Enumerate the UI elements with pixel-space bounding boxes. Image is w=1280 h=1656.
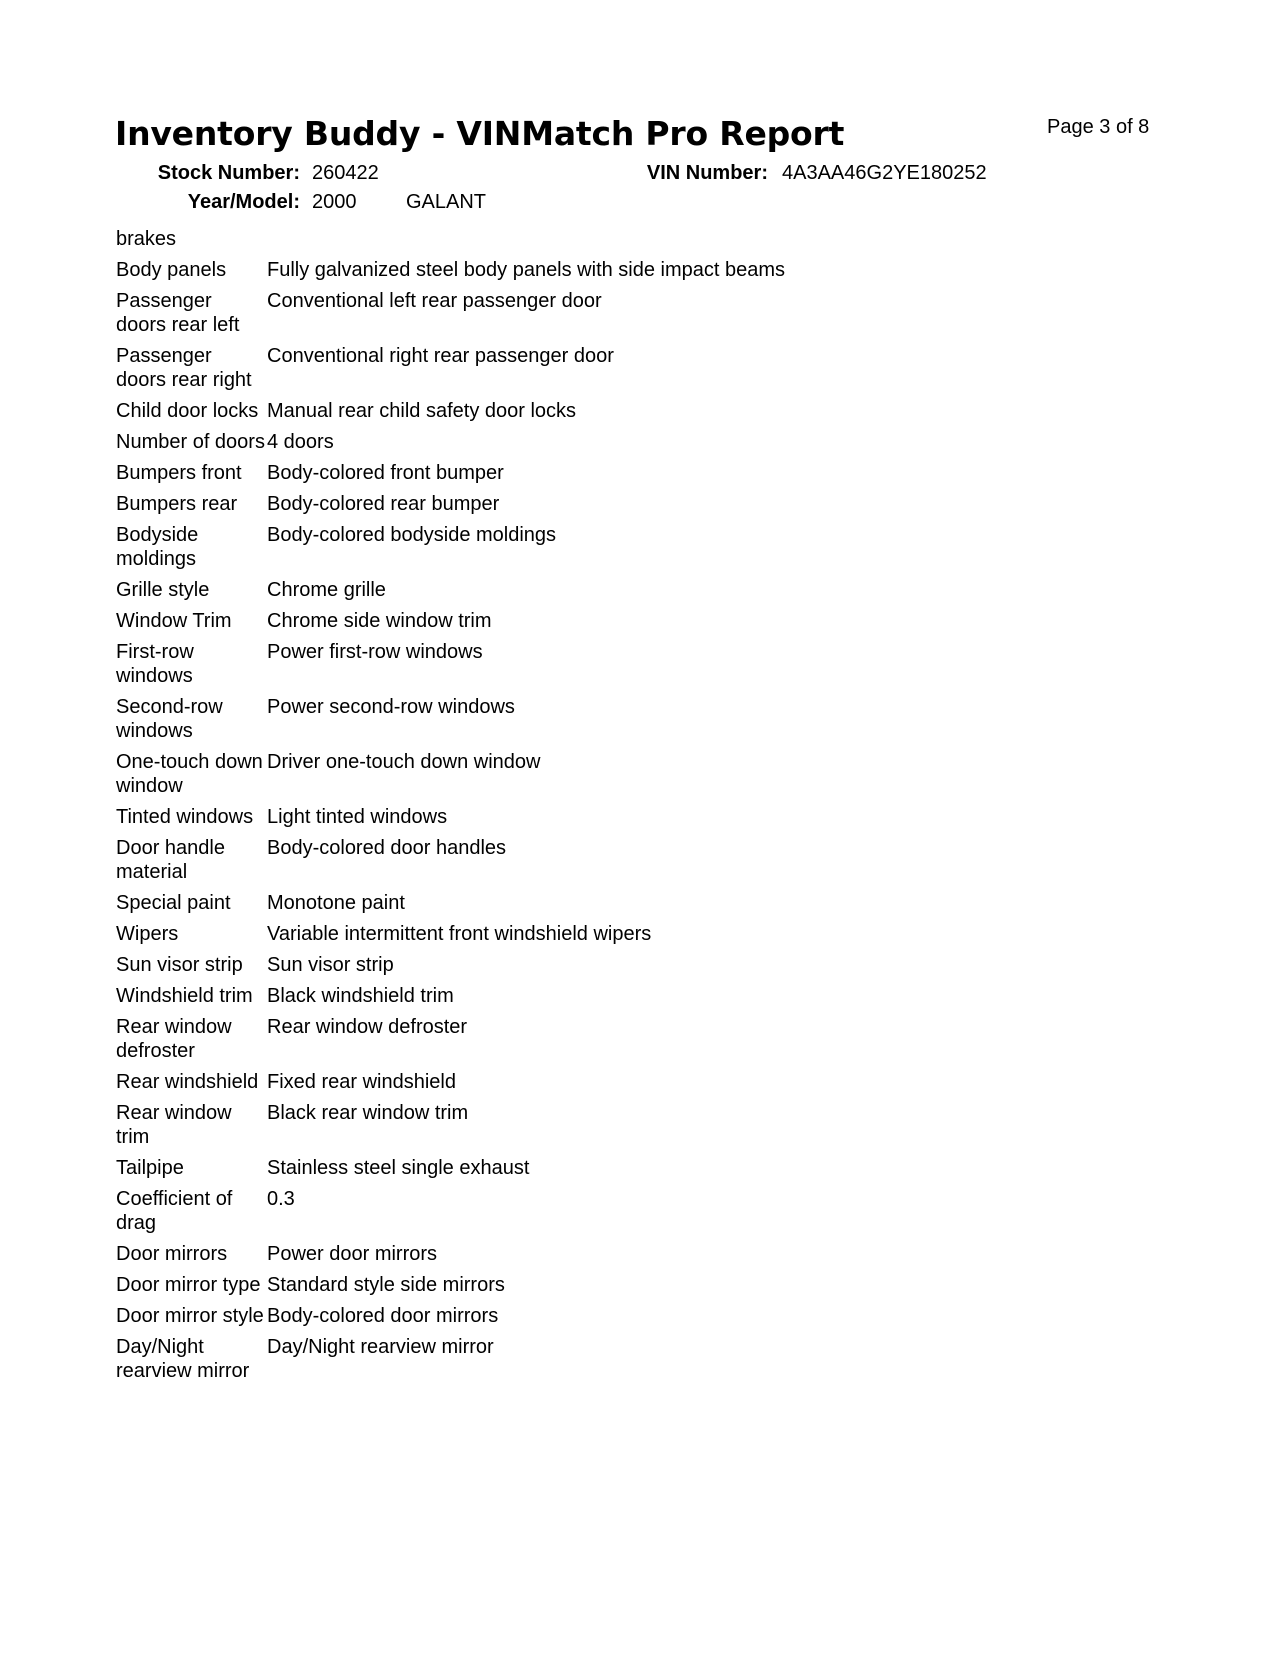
spec-value: Black windshield trim (267, 985, 454, 1007)
spec-value: Day/Night rearview mirror (267, 1336, 494, 1358)
spec-value: Body-colored door handles (267, 837, 507, 859)
stock-number-label: Stock Number: (157, 162, 300, 184)
spec-row (116, 640, 967, 695)
spec-row (116, 953, 967, 984)
spec-value: Variable intermittent front windshield wipers (267, 923, 652, 945)
spec-name: Rear windshield (116, 1071, 259, 1093)
stock-number-value: 260422 (312, 162, 379, 184)
spec-value: Power second-row windows (267, 696, 515, 718)
spec-value: Rear window defroster (267, 1016, 468, 1038)
spec-row (116, 609, 967, 640)
spec-value (267, 227, 967, 258)
year-value: 2000 (312, 191, 357, 213)
spec-row (116, 258, 967, 289)
spec-row (116, 805, 967, 836)
spec-row (116, 289, 967, 344)
spec-name: Bumpers front (116, 462, 242, 484)
spec-row (116, 523, 967, 578)
spec-name: Window Trim (116, 610, 232, 632)
spec-value: Monotone paint (267, 892, 405, 914)
model-value: GALANT (406, 191, 487, 213)
spec-value: Body-colored front bumper (267, 462, 504, 484)
spec-name: Rear window trim (116, 1102, 232, 1148)
spec-name: Door handle material (116, 837, 225, 883)
spec-row (116, 1015, 967, 1070)
spec-row (116, 1070, 967, 1101)
spec-name: Sun visor strip (116, 954, 243, 976)
spec-row (116, 922, 967, 953)
vin-number-value: 4A3AA46G2YE180252 (782, 162, 987, 184)
spec-name: Bumpers rear (116, 493, 238, 515)
spec-row (116, 1304, 967, 1335)
spec-name: Rear window defroster (116, 1016, 232, 1062)
spec-row (116, 1101, 967, 1156)
spec-row (116, 891, 967, 922)
spec-row (116, 344, 967, 399)
spec-row (116, 492, 967, 523)
spec-value: Light tinted windows (267, 806, 448, 828)
spec-name: Door mirror type (116, 1274, 261, 1296)
spec-name: Day/Night rearview mirror (116, 1336, 250, 1382)
spec-row (116, 399, 967, 430)
spec-name: Passenger doors rear left (116, 290, 240, 336)
spec-name: Passenger doors rear right (116, 345, 252, 391)
spec-row (116, 1242, 967, 1273)
spec-value: Sun visor strip (267, 954, 394, 976)
spec-name: Coefficient of drag (116, 1188, 233, 1234)
spec-row (116, 227, 967, 258)
spec-name: brakes (116, 228, 177, 250)
spec-name: Door mirror style (116, 1305, 264, 1327)
spec-row (116, 461, 967, 492)
spec-row (116, 578, 967, 609)
spec-name: Tailpipe (116, 1157, 184, 1179)
spec-row (116, 430, 967, 461)
spec-name: Bodyside moldings (116, 524, 199, 570)
spec-name: Door mirrors (116, 1243, 228, 1265)
spec-value: Fully galvanized steel body panels with side impact beams (267, 259, 786, 281)
spec-value: Black rear window trim (267, 1102, 469, 1124)
spec-name: Number of doors (116, 431, 265, 453)
spec-value: Power first-row windows (267, 641, 483, 663)
spec-value: 4 doors (267, 431, 334, 453)
spec-row (116, 750, 967, 805)
spec-name: Wipers (116, 923, 179, 945)
spec-list (116, 227, 967, 1390)
spec-row (116, 1335, 967, 1390)
spec-name: Second-row windows (116, 696, 223, 742)
spec-row (116, 1273, 967, 1304)
spec-row (116, 695, 967, 750)
page-indicator: Page 3 of 8 (1047, 116, 1150, 138)
spec-row (116, 1156, 967, 1187)
spec-name: First-row windows (116, 641, 194, 687)
spec-name: Child door locks (116, 400, 259, 422)
spec-value: Conventional right rear passenger door (267, 345, 614, 367)
spec-row (116, 984, 967, 1015)
spec-name: Tinted windows (116, 806, 254, 828)
spec-value: Chrome grille (267, 579, 386, 601)
spec-table (116, 227, 967, 1390)
spec-value: Manual rear child safety door locks (267, 400, 577, 422)
spec-row (116, 836, 967, 891)
spec-value: Standard style side mirrors (267, 1274, 505, 1296)
spec-name: Windshield trim (116, 985, 253, 1007)
report-title: Inventory Buddy - VINMatch Pro Report (115, 114, 845, 153)
spec-value: Body-colored rear bumper (267, 493, 500, 515)
vin-number-label: VIN Number: (646, 162, 768, 184)
spec-name: Grille style (116, 579, 210, 601)
spec-value: Body-colored door mirrors (267, 1305, 499, 1327)
spec-value: Stainless steel single exhaust (267, 1157, 530, 1179)
spec-value: Power door mirrors (267, 1243, 438, 1265)
spec-row (116, 1187, 967, 1242)
spec-value: 0.3 (267, 1188, 295, 1210)
spec-name: One-touch down window (116, 751, 263, 797)
spec-value: Body-colored bodyside moldings (267, 524, 557, 546)
spec-name: Body panels (116, 259, 227, 281)
spec-value: Conventional left rear passenger door (267, 290, 602, 312)
spec-name: Special paint (116, 892, 231, 914)
spec-value: Fixed rear windshield (267, 1071, 456, 1093)
spec-value: Chrome side window trim (267, 610, 492, 632)
year-model-label: Year/Model: (187, 191, 300, 213)
spec-value: Driver one-touch down window (267, 751, 541, 773)
